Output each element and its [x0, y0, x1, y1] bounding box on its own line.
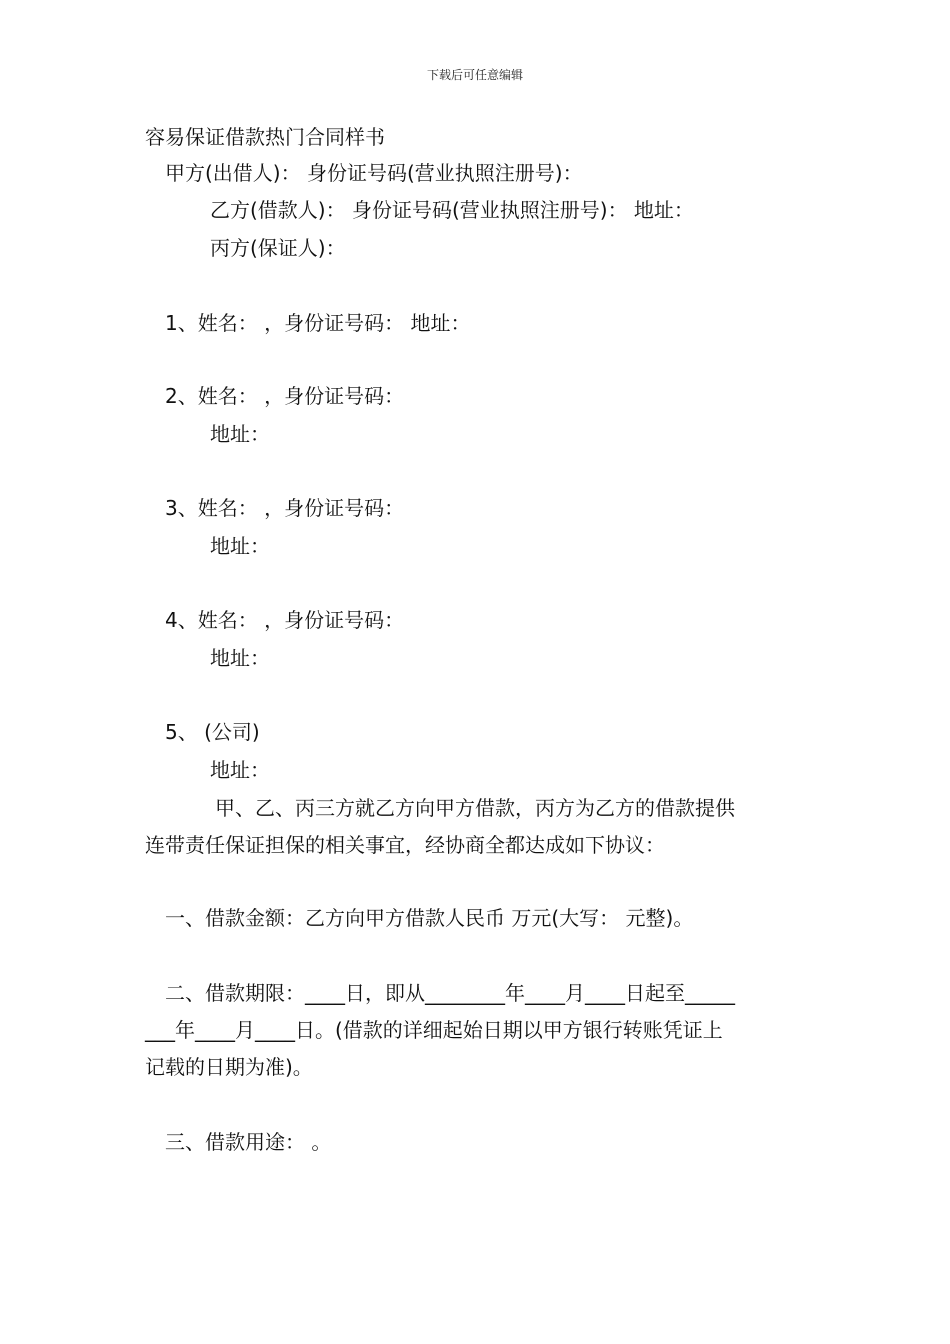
- intro-line-2: 连带责任保证担保的相关事宜，经协商全都达成如下协议：: [145, 833, 665, 857]
- guarantor-2-name: 2、姓名： ，身份证号码：: [165, 384, 405, 408]
- clause-loan-purpose: 三、借款用途： 。: [165, 1130, 332, 1154]
- guarantor-5-address: 地址：: [210, 758, 270, 782]
- party-borrower: 乙方(借款人)： 身份证号码(营业执照注册号)： 地址：: [210, 198, 694, 222]
- clause-loan-term-line-3: 记载的日期为准)。: [145, 1055, 313, 1079]
- guarantor-2-address: 地址：: [210, 422, 270, 446]
- guarantor-5-company: 5、 (公司): [165, 720, 260, 744]
- party-guarantor: 丙方(保证人)：: [210, 236, 346, 260]
- guarantor-4-address: 地址：: [210, 646, 270, 670]
- clause-loan-amount: 一、借款金额：乙方向甲方借款人民币 万元(大写： 元整)。: [165, 906, 694, 930]
- guarantor-3-address: 地址：: [210, 534, 270, 558]
- guarantor-4-name: 4、姓名： ，身份证号码：: [165, 608, 405, 632]
- guarantor-1-name: 1、姓名： ，身份证号码： 地址：: [165, 311, 471, 335]
- intro-line-1: 甲、乙、丙三方就乙方向甲方借款，丙方为乙方的借款提供: [215, 796, 735, 820]
- clause-loan-term-line-1: 二、借款期限：____日，即从________年____月____日起至_____: [165, 981, 735, 1005]
- document-title: 容易保证借款热门合同样书: [145, 125, 385, 149]
- guarantor-3-name: 3、姓名： ，身份证号码：: [165, 496, 405, 520]
- page-header: 下载后可任意编辑: [426, 68, 523, 82]
- clause-loan-term-line-2: ___年____月____日。(借款的详细起始日期以甲方银行转账凭证上: [145, 1018, 723, 1042]
- party-lender: 甲方(出借人)： 身份证号码(营业执照注册号)：: [165, 161, 583, 185]
